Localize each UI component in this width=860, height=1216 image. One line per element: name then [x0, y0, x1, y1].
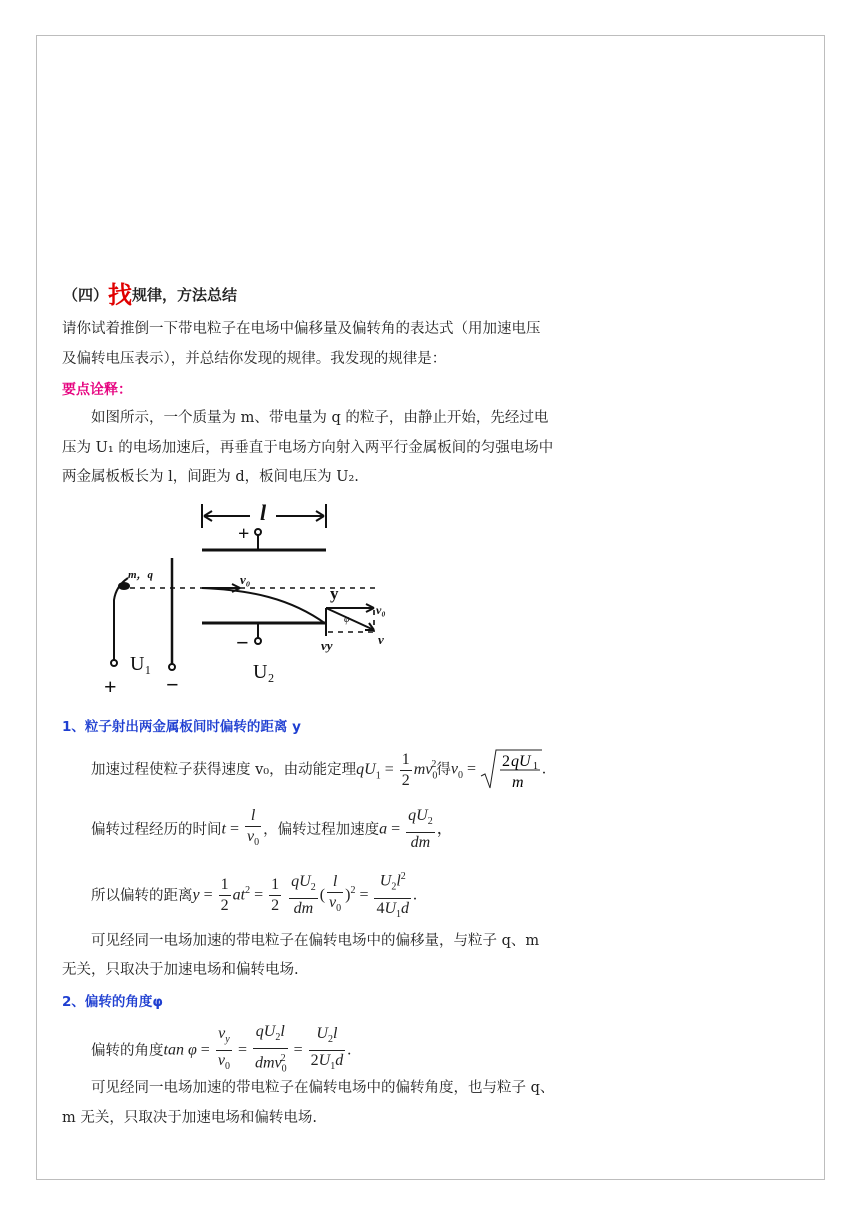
svg-text:1: 1 — [533, 761, 539, 772]
angle-equation: tan φ = $\frac{v_y}{v_0}$ = $\frac{qU_2l}{dmv_0^2}$ = $\frac{U_2l}{2U_1d}$ . — [163, 1023, 352, 1075]
key-points-label: 要点诠释： — [62, 382, 132, 398]
diagram-label-minus-bottom: − — [236, 630, 249, 655]
l1-get: 得 — [436, 762, 451, 778]
v0-equation: $v_0$ = 2 qU 1 m . — [451, 748, 546, 792]
conclusion-1-line-2: 无关，只取决于加速电场和偏转电场. — [62, 962, 299, 978]
diagram-label-phi: φ — [344, 614, 350, 625]
formula-line-1 — [91, 748, 546, 792]
heading-rest: 规律，方法总结 — [132, 286, 238, 304]
l2-text-a: 偏转过程经历的时间 — [91, 821, 222, 838]
diagram-label-v0-out: v₀ — [376, 603, 386, 617]
heading-prefix: （四） — [63, 286, 109, 304]
diagram-label-minus-left: − — [166, 672, 179, 697]
energy-equation: $qU_1$ = $\frac{1}{2}$ $mv_0^2$ — [356, 750, 438, 789]
para1-line-2: 压为 U₁ 的电场加速后，再垂直于电场方向射入两平行金属板间的匀强电场中 — [62, 440, 554, 456]
diagram-label-mq: m，q — [128, 569, 154, 581]
deflection-equation: y = $\frac{1}{2}$ $at^2$ = $\frac{1}{2}$ $\frac{qU_2}{dm}$ ( $\frac{l}{v_0}$ )$^2$ = $\frac{U_2l^2}{4U_1d}$ . — [193, 867, 418, 925]
diagram-label-plus-left: + — [104, 674, 117, 698]
diagram-label-vy: vy — [321, 638, 333, 653]
svg-text:qU: qU — [511, 753, 531, 770]
heading-2: 2、偏转的角度φ — [62, 994, 163, 1010]
svg-text:m: m — [512, 774, 524, 791]
section-heading — [63, 275, 237, 310]
para1-line-3: 两金属板板长为 l，间距为 d，板间电压为 U₂. — [62, 469, 359, 485]
diagram-label-v0: v₀ — [240, 572, 251, 587]
intro-line-1: 请你试着推倒一下带电粒子在电场中偏移量及偏转角的表达式（用加速电压 — [62, 321, 541, 337]
intro-line-2: 及偏转电压表示），并总结你发现的规律。我发现的规律是： — [62, 351, 447, 367]
diagram-label-v: v — [378, 632, 384, 647]
l1-text: 加速过程使粒子获得速度 v₀，由动能定理 — [91, 762, 357, 778]
l2-text-b: ，偏转过程加速度 — [263, 821, 380, 838]
svg-text:2: 2 — [502, 753, 511, 770]
conclusion-2-line-2: m 无关，只取决于加速电场和偏转电场. — [62, 1110, 317, 1126]
diagram-label-U2: U₂ — [253, 661, 275, 683]
l4-text: 偏转的角度 — [91, 1042, 164, 1059]
heading-1: 1、粒子射出两金属板间时偏转的距离 y — [62, 719, 301, 735]
time-equation: t = $\frac{l}{v_0}$ — [221, 807, 260, 849]
formula-line-2 — [91, 806, 453, 853]
diagram-label-plus-top: + — [238, 523, 250, 545]
para1-line-1: 如图所示，一个质量为 m、带电量为 q 的粒子，由静止开始，先经过电 — [91, 410, 549, 426]
deflection-diagram — [90, 498, 410, 698]
diagram-label-U1: U₁ — [130, 653, 152, 675]
diagram-label-y: y — [330, 584, 339, 603]
formula-line-3 — [91, 867, 417, 925]
l3-text: 所以偏转的距离 — [91, 887, 193, 904]
acceleration-equation: a = $\frac{qU_2}{dm}$ ， — [379, 807, 453, 852]
formula-line-4 — [91, 1022, 351, 1080]
conclusion-2-line-1: 可见经同一电场加速的带电粒子在偏转电场中的偏转角度，也与粒子 q、 — [91, 1080, 555, 1096]
conclusion-1-line-1: 可见经同一电场加速的带电粒子在偏转电场中的偏移量，与粒子 q、m — [91, 933, 540, 949]
heading-big-char: 找 — [108, 281, 133, 309]
diagram-label-l: l — [260, 500, 267, 525]
